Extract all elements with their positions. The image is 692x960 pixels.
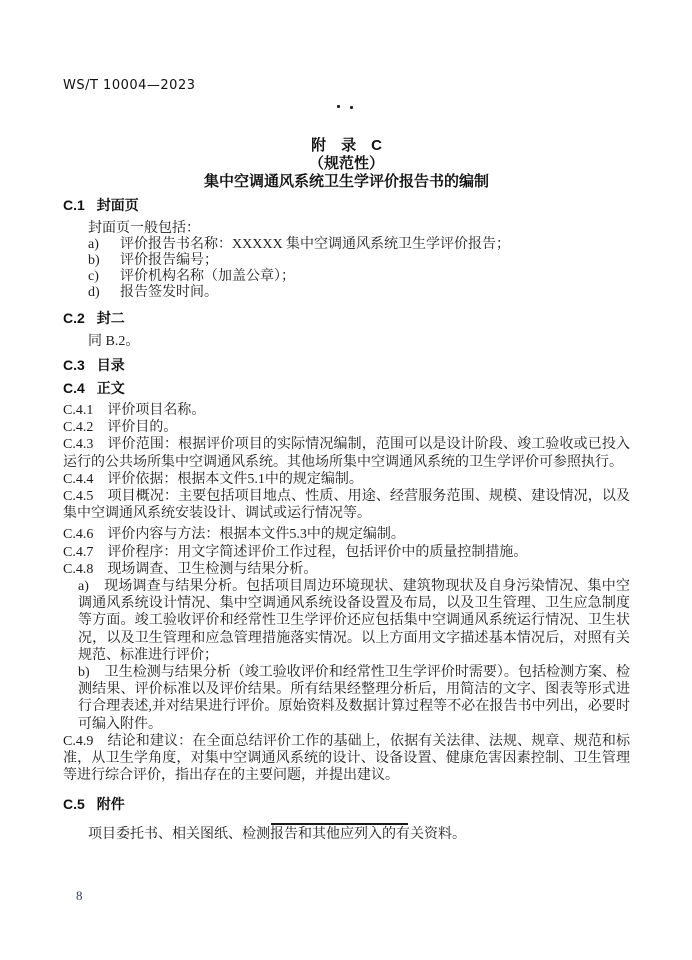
paragraph-c4-8 — [63, 561, 630, 578]
paragraph-label: C.4.7 — [63, 544, 94, 560]
section-title: 封二 — [96, 310, 125, 326]
list-item-text: 评价报告书名称：XXXXX 集中空调通风系统卫生学评价报告； — [120, 237, 511, 252]
section-heading-c2 — [63, 310, 630, 327]
list-item-text: 评价报告编号； — [120, 253, 218, 268]
list-item-label: a) — [88, 237, 99, 252]
paragraph-label: C.4.9 — [63, 733, 94, 749]
paragraph-text: 评价目的。 — [107, 420, 178, 436]
paragraph-label: C.4.5 — [63, 489, 94, 505]
c4-paragraphs — [63, 402, 630, 784]
paragraph-text: 项目概况：主要包括项目地点、性质、用途、经营服务范围、规模、建设情况，以及集中空调通风系统安装设计、调试或运行情况等。 — [63, 489, 630, 522]
standard-number: WS/T 10004—2023 — [63, 78, 196, 93]
c1-intro: 封面页一般包括： — [88, 221, 200, 236]
scan-noise-dot — [350, 106, 353, 109]
sublist-item-label: b) — [78, 665, 90, 681]
paragraph-c4-3 — [63, 436, 630, 470]
section-label: C.4 — [63, 380, 85, 396]
paragraph-c4-2 — [63, 419, 630, 436]
list-item-label: c) — [88, 269, 99, 284]
page-number: 8 — [76, 888, 83, 903]
paragraph-c4-1 — [63, 402, 630, 419]
appendix-title-block — [63, 137, 630, 191]
paragraph-text: 评价范围：根据评价项目的实际情况编制，范围可以是设计阶段、竣工验收或已投入运行的公共场所集中空调通风系统。其他场所集中空调通风系统的卫生学评价可参照执行。 — [63, 437, 630, 470]
c5-body: 项目委托书、相关图纸、检测报告和其他应列入的有关资料。 — [88, 827, 466, 843]
scan-noise-dot — [337, 105, 340, 108]
section-heading-c4 — [63, 380, 630, 397]
list-item-label: d) — [88, 285, 100, 300]
section-label: C.2 — [63, 310, 85, 326]
appendix-normative: （规范性） — [308, 155, 384, 172]
c2-body: 同 B.2。 — [88, 334, 140, 349]
paragraph-label: C.4.3 — [63, 437, 94, 453]
sublist-item-label: a) — [78, 579, 89, 595]
paragraph-text: 评价项目名称。 — [107, 403, 206, 418]
section-title: 附件 — [96, 796, 125, 813]
c1-item-list — [88, 237, 630, 301]
section-heading-c5 — [63, 796, 630, 813]
paragraph-c4-4 — [63, 471, 630, 488]
paragraph-c4-5 — [63, 488, 630, 522]
section-title: 目录 — [96, 357, 125, 373]
section-label: C.1 — [63, 197, 85, 213]
paragraph-text: 评价内容与方法：根据本文件5.3中的规定编制。 — [107, 527, 405, 543]
paragraph-c4-9 — [63, 733, 630, 785]
c4-8-sublist — [78, 578, 630, 733]
paragraph-label: C.4.8 — [63, 561, 94, 577]
section-title: 正文 — [96, 380, 125, 396]
paragraph-label: C.4.4 — [63, 471, 94, 487]
sublist-item-a — [78, 578, 630, 664]
paragraph-c4-6 — [63, 526, 630, 543]
paragraph-c4-7 — [63, 544, 630, 561]
section-label: C.5 — [63, 796, 85, 813]
sublist-item-text: 现场调查与结果分析。包括项目周边环境现状、建筑物现状及自身污染情况、集中空调通风系统设计情况、集中空调通风系统设备设置及布局，以及卫生管理、卫生应急制度等方面。竣工验收评价和经常性卫生学评价还应包括集中空调通风系统运行情况、卫生状况，以及卫生管理和应急管理措施落实情况。以上方面用文字描述基本情况后，对照有关规范、标准进行评价； — [78, 579, 630, 663]
list-item-label: b) — [88, 253, 100, 268]
section-title: 封面页 — [96, 197, 139, 213]
paragraph-text: 评价程序：用文字简述评价工作过程，包括评价中的质量控制措施。 — [107, 544, 528, 560]
list-item — [88, 269, 630, 285]
list-item — [88, 237, 630, 253]
section-label: C.3 — [63, 357, 85, 373]
paragraph-label: C.4.6 — [63, 527, 94, 543]
section-heading-c1 — [63, 197, 630, 214]
sublist-item-text: 卫生检测与结果分析（竣工验收评价和经常性卫生学评价时需要）。包括检测方案、检测结果、评价标准以及评价结果。所有结果经整理分析后，用简洁的文字、图表等形式进行合理表述,并对结果进行评价。原始资料及数据计算过程等不必在报告书中列出，必要时可编入附件。 — [78, 665, 630, 732]
section-heading-c3 — [63, 357, 630, 374]
list-item-text: 评价机构名称（加盖公章）； — [120, 269, 295, 284]
paragraph-text: 结论和建议：在全面总结评价工作的基础上，依据有关法律、法规、规章、规范和标准，从卫生学角度，对集中空调通风系统的设计、设备设置、健康危害因素控制、卫生管理等进行综合评价，指出存在的主要问题，并提出建议。 — [63, 733, 630, 784]
list-item-text: 报告签发时间。 — [120, 285, 218, 300]
end-of-document-rule — [271, 823, 408, 825]
list-item — [88, 253, 630, 269]
paragraph-label: C.4.1 — [63, 403, 94, 418]
paragraph-label: C.4.2 — [63, 420, 94, 436]
paragraph-text: 评价依据：根据本文件5.1中的规定编制。 — [107, 471, 363, 487]
list-item — [88, 285, 630, 301]
appendix-label: 附 录 C — [311, 137, 382, 154]
paragraph-text: 现场调查、卫生检测与结果分析。 — [107, 561, 318, 577]
sublist-item-b — [78, 664, 630, 733]
appendix-subject: 集中空调通风系统卫生学评价报告书的编制 — [203, 173, 489, 190]
